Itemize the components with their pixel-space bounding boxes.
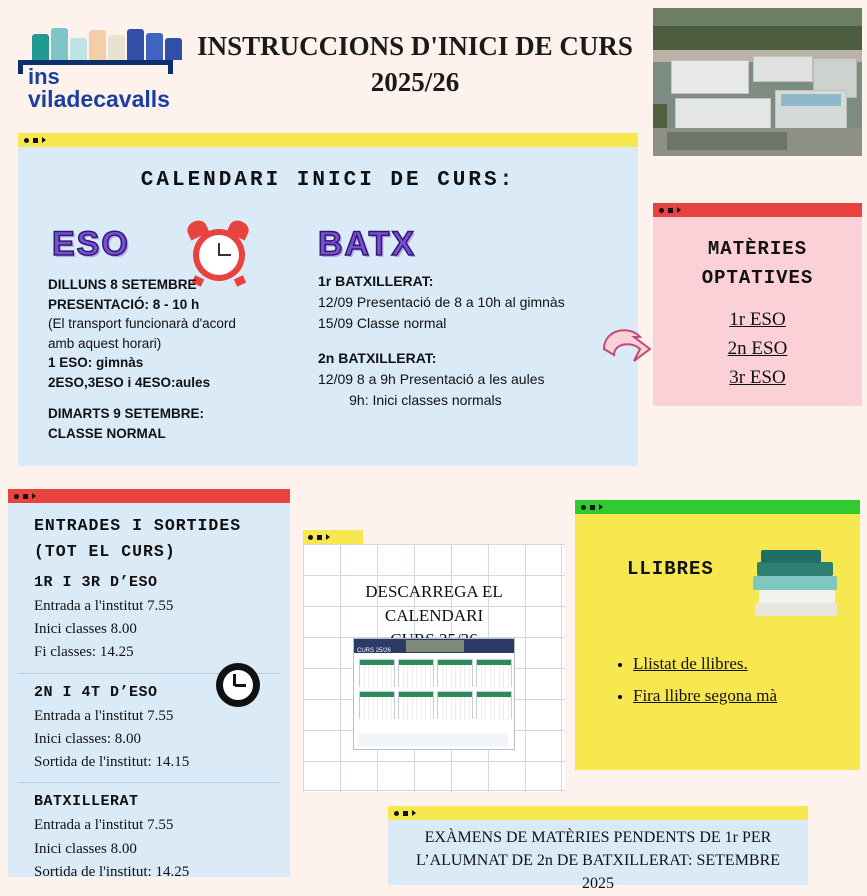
entry-exit-heading-line1: ENTRADES I SORTIDES — [34, 516, 242, 535]
logo-books-icon — [32, 22, 172, 60]
window-triangle-icon — [32, 493, 37, 499]
photo-solar-panels — [781, 94, 841, 106]
optional-subjects-title-line2: OPTATIVES — [701, 266, 814, 289]
books-link-item[interactable] — [633, 654, 777, 674]
calendar-download-label-line1: DESCARREGA EL CALENDARI — [365, 582, 503, 625]
window-dot-icon — [24, 138, 29, 143]
calendar-start-card — [18, 133, 638, 466]
books-links-list — [615, 654, 777, 718]
optional-subjects-links — [653, 309, 862, 396]
optional-subjects-link-2eso[interactable]: 2n ESO — [727, 338, 788, 359]
book-top — [757, 562, 833, 576]
clock-minute-hand — [235, 684, 246, 687]
books-title: LLIBRES — [627, 558, 714, 580]
page-title — [185, 28, 645, 101]
batx2-line-1: 9h: Inici classes normals — [318, 392, 502, 408]
eso-line-8: CLASSE NORMAL — [48, 425, 166, 441]
calendar-thumbnail-title: CURS 25/26 — [357, 648, 391, 654]
eso-line-2: (El transport funcionarà d'acord — [48, 316, 236, 332]
optional-subjects-title-line1: MATÈRIES — [707, 238, 808, 260]
calendar-month — [398, 691, 434, 719]
clock-icon — [216, 663, 260, 707]
book-fifth — [761, 550, 821, 563]
window-dot-icon — [581, 505, 586, 510]
window-triangle-icon — [599, 504, 604, 510]
alarm-minute-hand — [218, 254, 231, 256]
page-title-line1: INSTRUCCIONS D'INICI DE CURS — [197, 31, 633, 61]
logo-text-ins: ins — [28, 64, 60, 89]
window-square-icon — [33, 138, 38, 143]
pending-exams-card — [388, 806, 808, 893]
entry-exit-block-heading: BATXILLERAT — [34, 793, 139, 811]
calendar-legend — [358, 733, 508, 747]
entry-exit-line: Entrada a l'institut 7.55 — [34, 707, 174, 724]
eso-schedule-text — [48, 275, 278, 444]
photo-building-4 — [675, 98, 771, 130]
window-title-bar — [8, 489, 290, 503]
books-link-fira[interactable]: Fira llibre segona mà — [633, 686, 777, 705]
logo-text-viladecavalls: viladecavalls — [28, 86, 170, 112]
books-card — [575, 500, 860, 770]
optional-subjects-card — [653, 203, 862, 406]
window-square-icon — [668, 208, 673, 213]
calendar-month — [476, 659, 512, 687]
entry-exit-block-heading: 1R I 3R D’ESO — [34, 573, 158, 591]
photo-building-1 — [671, 60, 749, 94]
photo-building-2 — [753, 56, 813, 82]
window-square-icon — [590, 505, 595, 510]
photo-parking-lot — [667, 132, 787, 150]
window-title-bar — [653, 203, 862, 217]
window-triangle-icon — [42, 137, 47, 143]
window-triangle-icon — [677, 207, 682, 213]
book-second — [753, 576, 837, 590]
book-fourth — [755, 603, 837, 616]
books-link-item[interactable] — [633, 686, 777, 706]
entry-exit-line: Sortida de l'institut: 14.25 — [34, 863, 190, 880]
batx-heading: BATX — [318, 225, 417, 263]
books-body — [575, 514, 860, 770]
school-aerial-photo — [653, 8, 862, 156]
divider — [18, 782, 280, 783]
calendar-month — [359, 691, 395, 719]
eso-line-5: 2ESO,3ESO i 4ESO:aules — [48, 374, 211, 390]
window-dot-icon — [308, 535, 313, 540]
entry-exit-heading-line2: (TOT EL CURS) — [34, 542, 176, 562]
window-dot-icon — [14, 494, 19, 499]
logo-left-post — [18, 60, 23, 74]
pending-exams-body — [388, 820, 808, 893]
stack-of-books-icon — [753, 540, 843, 630]
optional-subjects-title — [653, 235, 862, 292]
books-link-llistat[interactable]: Llistat de llibres. — [633, 654, 748, 673]
eso-heading: ESO — [52, 225, 130, 263]
batx1-line-1: 15/09 Classe normal — [318, 315, 447, 331]
calendar-start-title: CALENDARI INICI DE CURS: — [140, 169, 516, 192]
window-title-bar — [575, 500, 860, 514]
batx1-line-0: 12/09 Presentació de 8 a 10h al gimnàs — [318, 294, 565, 310]
window-square-icon — [403, 811, 408, 816]
entry-exit-heading — [8, 513, 290, 566]
pending-exams-line2: L’ALUMNAT DE 2n DE BATXILLERAT: SETEMBRE 2025 — [415, 852, 781, 893]
entry-exit-line: Inici classes 8.00 — [34, 840, 137, 857]
book-third — [759, 590, 835, 603]
pending-exams-line1: EXÀMENS DE MATÈRIES PENDENTS DE 1r PER — [424, 829, 772, 846]
eso-line-4: 1 ESO: gimnàs — [48, 355, 144, 371]
window-square-icon — [317, 535, 322, 540]
window-triangle-icon — [326, 534, 330, 540]
entry-exit-line: Entrada a l'institut 7.55 — [34, 817, 174, 834]
entry-exit-line: Inici classes 8.00 — [34, 621, 137, 638]
calendar-download-card[interactable] — [303, 530, 565, 792]
window-dot-icon — [659, 208, 664, 213]
ins-viladecavalls-logo — [10, 22, 180, 112]
page-title-line2: 2025/26 — [370, 67, 460, 98]
optional-subjects-body — [653, 217, 862, 406]
entry-exit-block-1r3r — [8, 566, 290, 671]
calendar-month — [398, 659, 434, 687]
window-title-bar — [303, 530, 363, 544]
entry-exit-line: Entrada a l'institut 7.55 — [34, 597, 174, 614]
window-square-icon — [23, 494, 28, 499]
eso-line-7: DIMARTS 9 SETEMBRE: — [48, 406, 205, 422]
optional-subjects-link-1eso[interactable]: 1r ESO — [729, 309, 786, 330]
calendar-thumbnail[interactable] — [353, 638, 515, 750]
calendar-thumbnail-photo — [406, 640, 464, 652]
entry-exit-line: Inici classes: 8.00 — [34, 730, 142, 747]
entry-exit-line: Sortida de l'institut: 14.15 — [34, 754, 190, 771]
calendar-month — [359, 659, 395, 687]
entry-exit-block-heading: 2N I 4T D’ESO — [34, 683, 158, 701]
batx-schedule-text — [318, 271, 638, 411]
entry-exit-line: Fi classes: 14.25 — [34, 644, 134, 661]
logo-right-post — [168, 60, 173, 74]
window-dot-icon — [394, 811, 399, 816]
curved-arrow-icon — [600, 315, 658, 371]
calendar-month — [437, 691, 473, 719]
calendar-month — [437, 659, 473, 687]
window-triangle-icon — [412, 810, 417, 816]
page-header — [0, 0, 867, 125]
calendar-start-body — [18, 147, 638, 466]
eso-line-0: DILLUNS 8 SETEMBRE — [48, 277, 197, 292]
entry-exit-block-batxillerat — [8, 785, 290, 890]
window-title-bar — [18, 133, 638, 147]
batx2-heading: 2n BATXILLERAT: — [318, 350, 437, 366]
optional-subjects-link-3eso[interactable]: 3r ESO — [729, 367, 786, 388]
batx2-line-0: 12/09 8 a 9h Presentació a les aules — [318, 371, 545, 387]
eso-line-1: PRESENTACIÓ: 8 - 10 h — [48, 296, 200, 312]
calendar-month — [476, 691, 512, 719]
window-title-bar — [388, 806, 808, 820]
eso-line-3: amb aquest horari) — [48, 335, 162, 351]
batx1-heading: 1r BATXILLERAT: — [318, 273, 434, 289]
